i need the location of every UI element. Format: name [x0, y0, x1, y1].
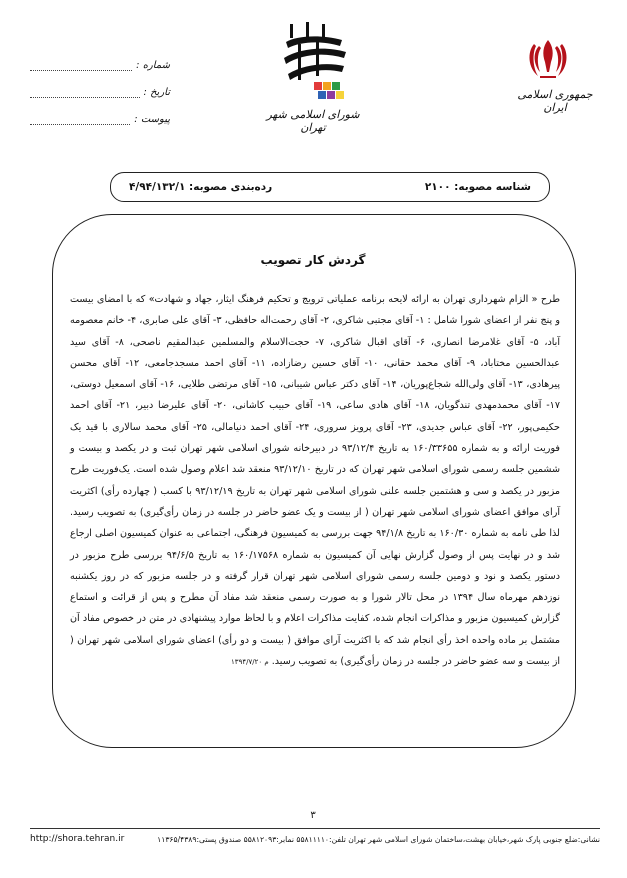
document-title: گردش کار تصویب	[260, 253, 366, 267]
page-number: ۳	[310, 810, 316, 821]
attachment-label: پیوست :	[134, 114, 170, 125]
emblem-caption: جمهوری اسلامی ایران	[517, 88, 593, 114]
number-blank	[30, 60, 132, 71]
body-paragraph: طرح « الزام شهرداری تهران به ارائه لایحه برنامه عملیاتی ترویج و تحکیم فرهنگ ایثار، جهاد و شهادت» که با امضای بیست و پنج نفر از اعضای شورا شامل : ۱- آقای مجتبی شاکری، ۲- آقای رحمت‌اله حافظی، ۳- آقای علی صابری، ۴- خانم معصومه آباد، ۵- آقای غلامرضا انصاری، ۶- آقای اقبال شاکری، ۷- حجت‌الاسلام والمسلمین عبدالمقیم ناصحی، ۸- آقای سید عبدالحسین مختاباد، ۹- آقای محمد حقانی، ۱۰- آقای حسین رضازاده، ۱۱- آقای احمد مسجدجامعی، ۱۲- آقای محسن پیرهادی، ۱۳- آقای ولی‌الله شجاع‌پوریان، ۱۴- آقای دکتر عباس شیبانی، ۱۵- آقای مرتضی طلایی، ۱۶- آقای اسمعیل دوستی، ۱۷- آقای محمدمهدی تندگویان، ۱۸- آقای هادی ساعی، ۱۹- آقای حبیب کاشانی، ۲۰- آقای علیرضا دبیر، ۲۱- آقای احمد حکیمی‌پور، ۲۲- آقای عباس جدیدی، ۲۳- آقای پرویز سروری، ۲۴- آقای احمد دنیامالی، ۲۵- آقای محمد سالاری با قید یک فوریت ارائه و به شماره ۱۶۰/۳۳۶۵۵ به تاریخ ۹۳/۱۲/۴ در دبیرخانه شورای اسلامی شهر تهران ثبت و در یکصد و بیست و ششمین جلسه رسمی شورای اسلامی شهر تهران که در تاریخ ۹۳/۱۲/۱۰ منعقد شد اعلام وصول شده است. یک‌فوریت طرح مزبور در یکصد و سی و هشتمین جلسه علنی شورای اسلامی شهر تهران به تاریخ ۹۳/۱۲/۱۹ با کسب ( چهارده رأی) اکثریت آرای موافق اعضای شورای اسلامی شهر تهران ( از بیست و یک عضو حاضر در جلسه در زمان رأی‌گیری) به تصویب رسید. لذا طی نامه به شماره ۱۶۰/۳۰ به تاریخ ۹۴/۱/۸ جهت بررسی به کمیسیون فرهنگی، اجتماعی به عنوان کمیسیون اصلی ارجاع شد و در نهایت پس از وصول گزارش نهایی آن کمیسیون به شماره ۱۶۰/۱۷۵۶۸ به تاریخ ۹۴/۶/۵ بررسی طرح مزبور در دستور یکصد و نود و دومین جلسه رسمی شورای اسلامی شهر تهران قرار گرفته و در جلسه مزبور که در روز یکشنبه نوزدهم مهرماه سال ۱۳۹۴ در محل تالار شورا و به صورت رسمی منعقد شد مفاد آن مطرح و پس از قرائت و استماع گزارش کمیسیون مزبور و مذاکرات انجام شده، کفایت مذاکرات اعلام و با لحاظ موارد پیشنهادی در متن در خصوص مفاد آن مشتمل بر ماده واحده اخذ رأی انجام شد که با اکثریت آرای موافق ( بیست و دو رأی) اعضای شورای اسلامی شهر تهران ( از بیست و سه عضو حاضر در جلسه در زمان رأی‌گیری) به تصویب رسید.	[70, 294, 561, 668]
handwritten-reference: م ۱۳۹۴/۷/۲۰	[231, 658, 269, 667]
attachment-blank	[30, 114, 130, 125]
council-logo-icon	[276, 18, 356, 106]
date-label: تاریخ :	[143, 87, 170, 98]
resolution-id: شناسه مصوبه: ۲۱۰۰	[424, 181, 531, 193]
letter-meta-fields	[30, 44, 170, 125]
footer-address: نشانی:ضلع جنوبی پارک شهر،خیابان بهشت،ساختمان شورای اسلامی شهر تهران تلفن:۵۵۸۱۱۱۱۰ نمابر:۵۵۸۱۲۰۹۳ صندوق پستی:۱۱۳۶۵/۴۳۸۹	[157, 834, 600, 844]
logo-caption: شورای اسلامی شهر تهران	[266, 108, 360, 134]
date-blank	[30, 87, 140, 98]
date-field	[30, 71, 170, 98]
resolution-id-box	[110, 172, 550, 202]
footer	[30, 834, 600, 844]
approval-workflow-text	[70, 289, 560, 673]
website-link[interactable]: http://shora.tehran.ir	[30, 834, 125, 844]
emblem-icon	[526, 36, 570, 82]
number-label: شماره :	[136, 60, 170, 71]
resolution-classification: رده‌بندی مصوبه: ۴/۹۴/۱۳۲/۱	[129, 181, 273, 193]
footer-divider	[30, 828, 600, 829]
number-field	[30, 44, 170, 71]
attachment-field	[30, 98, 170, 125]
